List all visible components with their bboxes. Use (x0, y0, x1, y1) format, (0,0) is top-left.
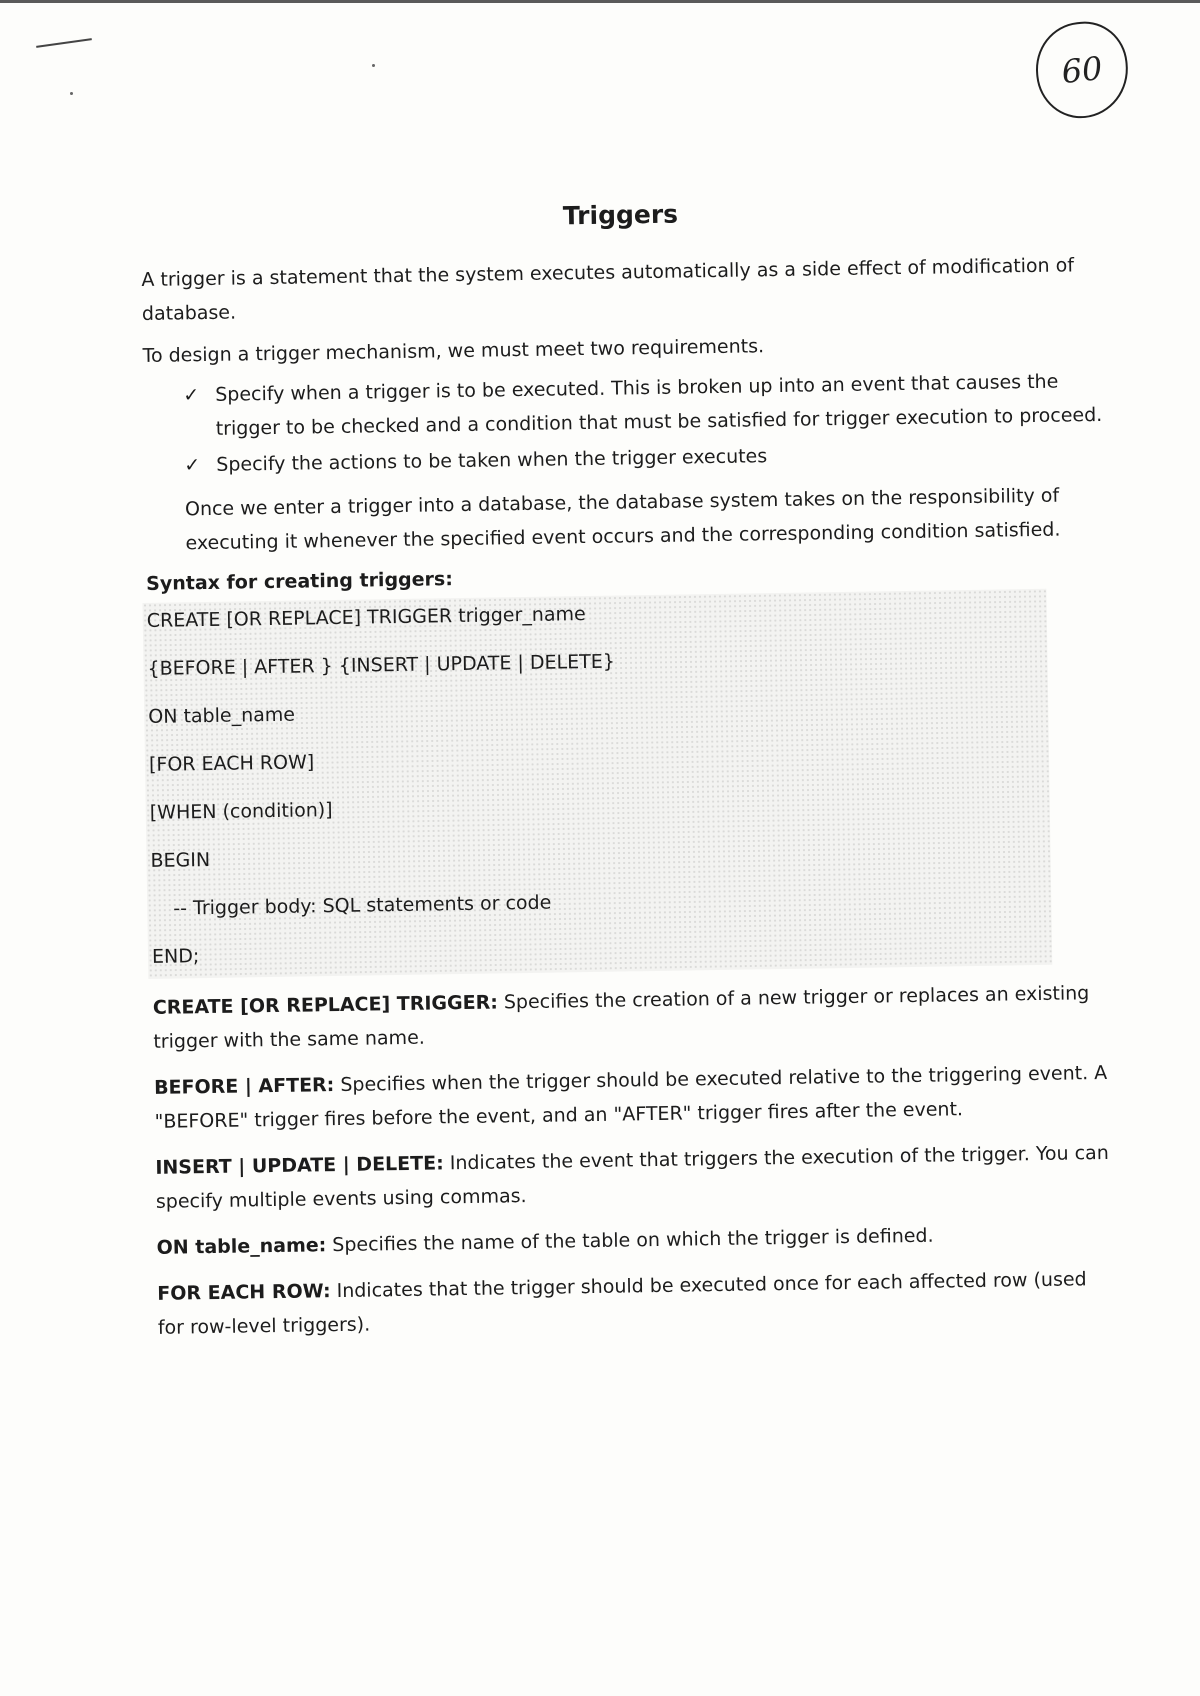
definition-text: Specifies the name of the table on which the trigger is defined. (326, 1224, 934, 1257)
page-number-text: 60 (1059, 48, 1105, 92)
list-item (183, 364, 1104, 446)
scan-edge-line (0, 0, 1200, 3)
code-line: {BEFORE | AFTER } {INSERT | UPDATE | DELETE} (147, 650, 615, 680)
code-line: ON table_name (148, 703, 296, 728)
definition-create-trigger (153, 976, 1114, 1059)
scan-speck (372, 64, 375, 67)
code-line: [FOR EACH ROW] (148, 751, 315, 776)
check-icon: ✓ (183, 384, 200, 407)
definition-term: FOR EACH ROW: (157, 1280, 331, 1305)
code-line: BEGIN (150, 848, 211, 872)
requirement-text: Specify the actions to be taken when the trigger executes (216, 445, 768, 476)
definition-for-each-row (157, 1262, 1118, 1345)
definition-text: Indicates the event that triggers the execution of the trigger. You can specify multiple events using commas. (155, 1141, 1109, 1213)
definition-text: Specifies when the trigger should be executed relative to the triggering event. A "BEFORE" trigger fires before the event, and an "AFTER" trigger fires after the event. (154, 1061, 1108, 1133)
requirement-text: Specify when a trigger is to be executed. This is broken up into an event that causes the trigger to be checked and a condition that must be satisfied for trigger execution to proceed. (215, 370, 1103, 440)
code-line: CREATE [OR REPLACE] TRIGGER trigger_name (146, 603, 586, 632)
intro-paragraph: A trigger is a statement that the system executes automatically as a side effect of modification of database. (141, 254, 1075, 325)
syntax-heading: Syntax for creating triggers: (146, 568, 454, 595)
code-line: -- Trigger body: SQL statements or code (173, 891, 552, 920)
definition-events (155, 1136, 1116, 1219)
code-line: [WHEN (condition)] (149, 799, 333, 824)
requirements-intro: To design a trigger mechanism, we must meet two requirements. (142, 335, 765, 367)
definition-term: INSERT | UPDATE | DELETE: (155, 1152, 444, 1179)
requirements-list (143, 364, 1105, 483)
definition-text: Specifies the creation of a new trigger or replaces an existing trigger with the same name. (153, 982, 1090, 1053)
main-content (140, 175, 1118, 1345)
handwritten-page-number (1031, 17, 1133, 122)
definition-term: ON table_name: (156, 1234, 327, 1259)
definition-term: CREATE [OR REPLACE] TRIGGER: (152, 991, 499, 1019)
definition-before-after (154, 1056, 1115, 1139)
definition-term: BEFORE | AFTER: (153, 1074, 335, 1099)
pen-stroke-mark (36, 38, 92, 48)
definition-text: Indicates that the trigger should be executed once for each affected row (used for row-level triggers). (157, 1268, 1087, 1339)
definition-on-table (156, 1216, 1116, 1265)
code-line: END; (151, 945, 200, 968)
check-icon: ✓ (184, 454, 201, 477)
syntax-code-block (142, 589, 1052, 979)
page-title: Triggers (562, 199, 679, 231)
scan-speck (70, 92, 73, 95)
responsibility-paragraph: Once we enter a trigger into a database, the database system takes on the responsibility of executing it whenever the specified event occurs and the corresponding condition satisfied. (184, 484, 1061, 555)
